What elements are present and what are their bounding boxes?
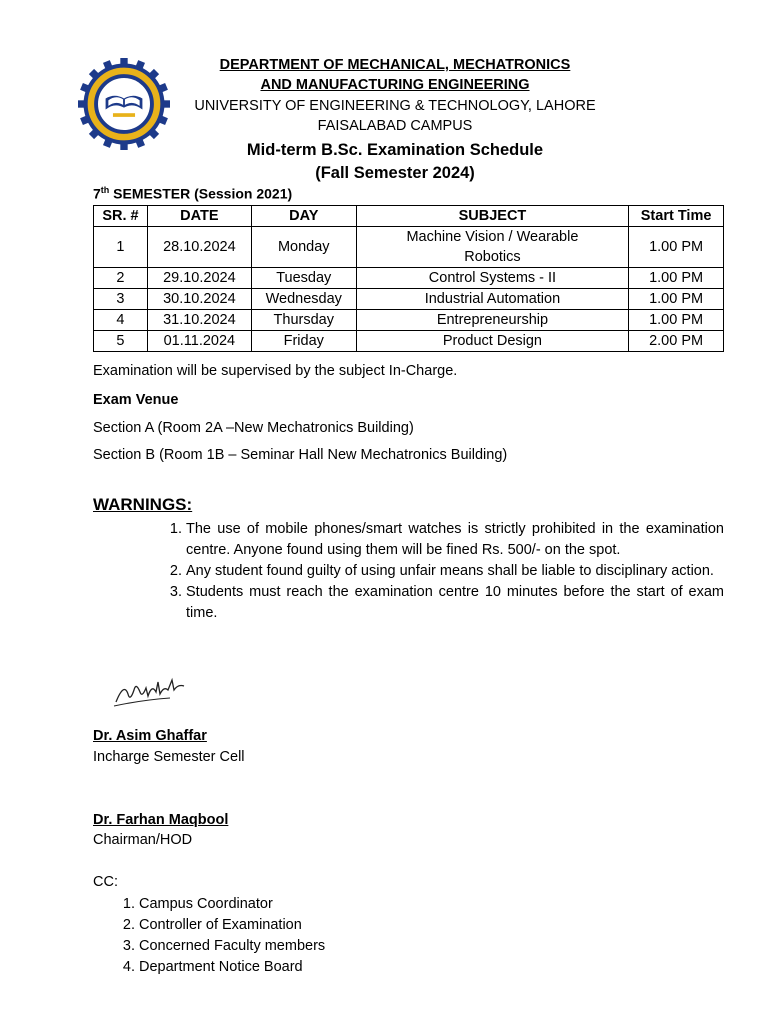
- signatory-1-role: Incharge Semester Cell: [93, 749, 245, 765]
- table-header-row: [94, 206, 724, 227]
- cell-subject: Entrepreneurship: [356, 310, 628, 331]
- table-row: [94, 310, 724, 331]
- cell-subject: Control Systems - II: [356, 268, 628, 289]
- cc-item: 4. Department Notice Board: [139, 957, 325, 978]
- col-sr: SR. #: [94, 206, 148, 227]
- cc-item: 2. Controller of Examination: [139, 915, 325, 936]
- campus-name: FAISALABAD CAMPUS: [317, 118, 473, 134]
- department-line-2: AND MANUFACTURING ENGINEERING: [260, 77, 530, 93]
- cell-day: Thursday: [251, 310, 356, 331]
- document-subtitle: (Fall Semester 2024): [315, 164, 475, 182]
- cell-start-time: 1.00 PM: [629, 268, 724, 289]
- table-row: [94, 227, 724, 268]
- signatory-2-role: Chairman/HOD: [93, 832, 193, 848]
- cell-start-time: 2.00 PM: [629, 331, 724, 352]
- cell-sr: 2: [94, 268, 148, 289]
- cell-date: 31.10.2024: [147, 310, 251, 331]
- cell-date: 28.10.2024: [147, 227, 251, 268]
- warnings-heading: WARNINGS:: [93, 495, 193, 514]
- warning-item: 1. The use of mobile phones/smart watches is strictly prohibited in the examination centre. Anyone found using them will be fined Rs. 500/- on the spot.: [186, 519, 724, 561]
- signatory-2-name: Dr. Farhan Maqbool: [93, 812, 229, 828]
- signature: [112, 672, 192, 712]
- cell-date: 01.11.2024: [147, 331, 251, 352]
- warning-item: 3. Students must reach the examination centre 10 minutes before the start of exam time.: [186, 582, 724, 624]
- semester-session: SEMESTER (Session 2021): [109, 185, 293, 202]
- col-start-time: Start Time: [629, 206, 724, 227]
- col-subject: SUBJECT: [356, 206, 628, 227]
- cell-subject: Industrial Automation: [356, 289, 628, 310]
- warnings-list: [160, 519, 724, 624]
- university-logo: [78, 58, 170, 150]
- section-b-venue: Section B (Room 1B – Seminar Hall New Mechatronics Building): [93, 447, 508, 463]
- cc-item: 1. Campus Coordinator: [139, 894, 325, 915]
- exam-venue-label: Exam Venue: [93, 392, 179, 408]
- university-name: UNIVERSITY OF ENGINEERING & TECHNOLOGY, LAHORE: [194, 98, 596, 114]
- cell-sr: 3: [94, 289, 148, 310]
- cell-sr: 4: [94, 310, 148, 331]
- department-line-1: DEPARTMENT OF MECHANICAL, MECHATRONICS: [219, 57, 571, 73]
- cell-subject: Machine Vision / Wearable Robotics: [356, 227, 628, 268]
- table-row: [94, 331, 724, 352]
- cell-day: Wednesday: [251, 289, 356, 310]
- signatory-1-name: Dr. Asim Ghaffar: [93, 728, 207, 744]
- cc-list: [112, 894, 325, 978]
- col-day: DAY: [251, 206, 356, 227]
- document-title: Mid-term B.Sc. Examination Schedule: [246, 141, 544, 159]
- cell-date: 29.10.2024: [147, 268, 251, 289]
- cell-start-time: 1.00 PM: [629, 310, 724, 331]
- exam-schedule-table: [93, 205, 724, 352]
- supervision-note: Examination will be supervised by the subject In-Charge.: [93, 363, 458, 379]
- cell-day: Monday: [251, 227, 356, 268]
- cell-day: Tuesday: [251, 268, 356, 289]
- cell-date: 30.10.2024: [147, 289, 251, 310]
- section-a-venue: Section A (Room 2A –New Mechatronics Building): [93, 420, 414, 436]
- col-date: DATE: [147, 206, 251, 227]
- table-row: [94, 289, 724, 310]
- cell-start-time: 1.00 PM: [629, 289, 724, 310]
- cell-day: Friday: [251, 331, 356, 352]
- table-row: [94, 268, 724, 289]
- semester-suffix: th: [100, 185, 110, 195]
- warning-item: 2. Any student found guilty of using unfair means shall be liable to disciplinary action.: [186, 561, 724, 582]
- cc-item: 3. Concerned Faculty members: [139, 936, 325, 957]
- cell-sr: 1: [94, 227, 148, 268]
- cell-subject: Product Design: [356, 331, 628, 352]
- cc-label: CC:: [93, 874, 118, 890]
- cell-start-time: 1.00 PM: [629, 227, 724, 268]
- semester-number: 7: [93, 185, 101, 202]
- cell-sr: 5: [94, 331, 148, 352]
- semester-heading: [93, 185, 292, 202]
